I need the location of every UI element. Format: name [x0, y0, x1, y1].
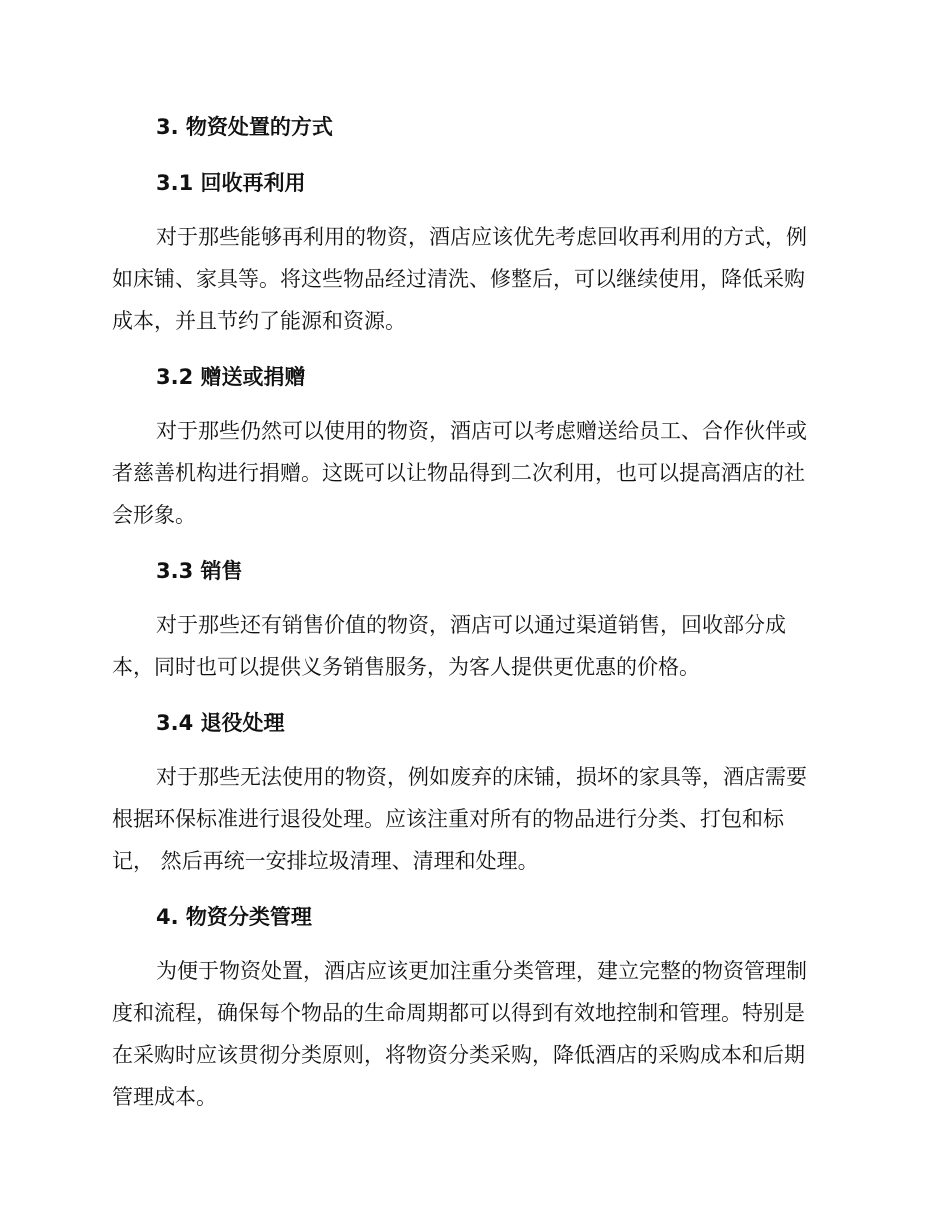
paragraph-line: 者慈善机构进行捐赠。这既可以让物品得到二次利用，也可以提高酒店的社 [112, 461, 805, 485]
paragraph-line: 会形象。 [112, 503, 196, 527]
paragraph [112, 950, 830, 1118]
paragraph-line: 记， 然后再统一安排垃圾清理、清理和处理。 [112, 849, 539, 873]
paragraph-line: 对于那些还有销售价值的物资，酒店可以通过渠道销售，回收部分成 [156, 613, 786, 637]
paragraph [112, 756, 830, 882]
paragraph-line: 对于那些仍然可以使用的物资，酒店可以考虑赠送给员工、合作伙伴或 [156, 419, 807, 443]
paragraph-line: 管理成本。 [112, 1085, 217, 1109]
section-heading: 3.4 退役处理 [156, 711, 285, 735]
paragraph-line: 度和流程，确保每个物品的生命周期都可以得到有效地控制和管理。特别是 [112, 1001, 805, 1025]
paragraph-line: 对于那些无法使用的物资，例如废弃的床铺，损坏的家具等，酒店需要 [156, 765, 807, 789]
paragraph-line: 成本，并且节约了能源和资源。 [112, 309, 406, 333]
section-heading: 3. 物资处置的方式 [156, 115, 333, 139]
paragraph [112, 216, 830, 342]
section-heading: 3.1 回收再利用 [156, 171, 306, 195]
paragraph-line: 为便于物资处置，酒店应该更加注重分类管理，建立完整的物资管理制 [156, 959, 807, 983]
section-heading: 3.3 销售 [156, 559, 243, 583]
section-heading: 4. 物资分类管理 [156, 905, 312, 929]
paragraph-line: 根据环保标准进行退役处理。应该注重对所有的物品进行分类、打包和标 [112, 807, 784, 831]
paragraph-line: 本，同时也可以提供义务销售服务，为客人提供更优惠的价格。 [112, 655, 700, 679]
paragraph-line: 对于那些能够再利用的物资，酒店应该优先考虑回收再利用的方式，例 [156, 225, 807, 249]
section-heading: 3.2 赠送或捐赠 [156, 365, 306, 389]
paragraph-line: 在采购时应该贯彻分类原则，将物资分类采购，降低酒店的采购成本和后期 [112, 1043, 805, 1067]
paragraph [112, 410, 830, 536]
paragraph [112, 604, 830, 688]
paragraph-line: 如床铺、家具等。将这些物品经过清洗、修整后，可以继续使用，降低采购 [112, 267, 805, 291]
